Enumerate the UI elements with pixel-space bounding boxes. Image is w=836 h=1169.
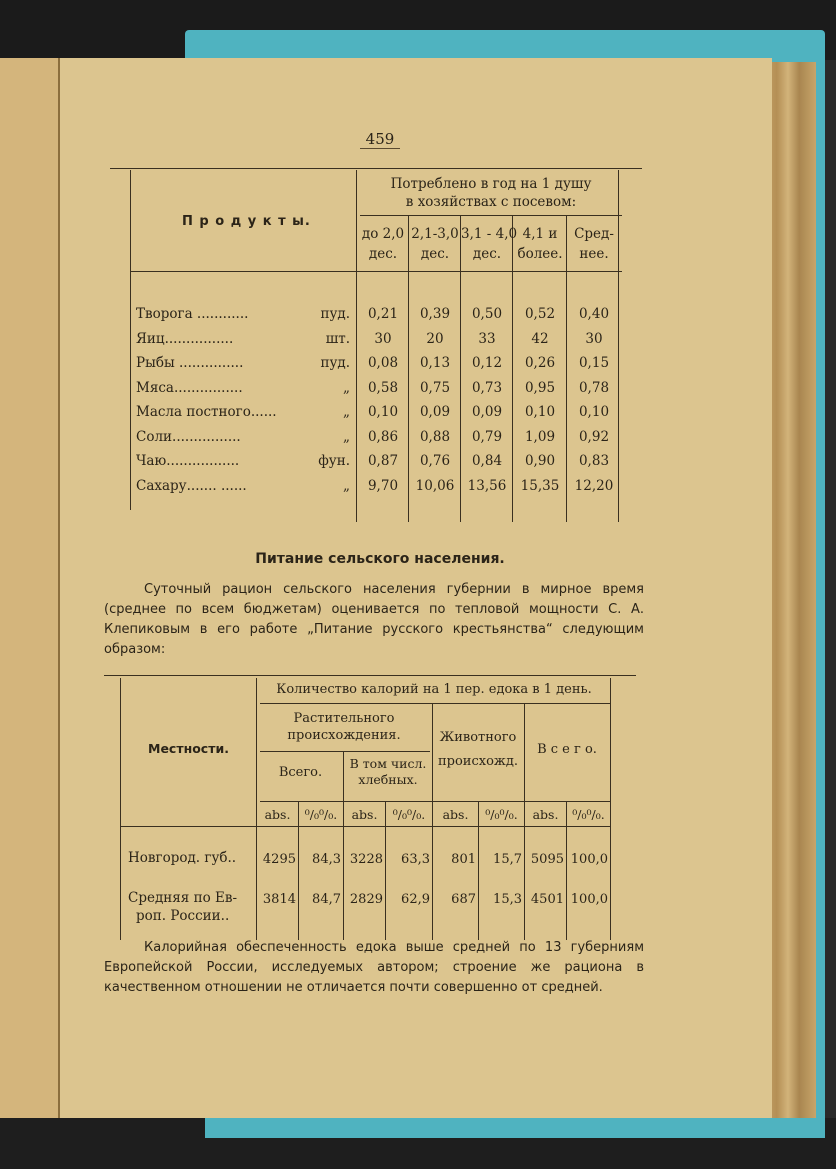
row-value: 0,50: [471, 306, 503, 322]
location-name: Средняя по Ев-: [128, 890, 238, 906]
paragraph-1: Суточный рацион сельского населения губернии в мирное время (среднее по всем бюджетам) оценивается по тепловой мощности С. А. Клепиковым в его работе „Питание русского крестьянства“ следующим образом:: [104, 582, 644, 657]
total-header: В с е г о.: [537, 742, 597, 757]
book-cover-bottom: [205, 1118, 825, 1138]
calorie-value: 15,7: [493, 852, 522, 867]
row-value: 0,83: [578, 453, 610, 469]
row-unit: „: [343, 477, 350, 494]
row-product-name: Яиц................: [136, 330, 234, 347]
row-value: 42: [531, 330, 549, 347]
calorie-value: 5095: [530, 852, 564, 867]
abs-subheader: abs.: [442, 807, 469, 822]
row-product-name: Соли................: [136, 428, 241, 445]
location-header: Местности.: [148, 741, 229, 756]
calorie-value: 4501: [530, 892, 564, 907]
grain-header: В том числ. хлебных.: [349, 756, 427, 787]
row-value: 0,87: [367, 453, 399, 469]
calorie-value: 15,3: [493, 892, 522, 907]
row-value: 1,09: [524, 428, 556, 445]
col-header-2-unit: дес.: [420, 246, 450, 262]
row-value: 0,15: [578, 355, 610, 371]
row-product-name: Мяса................: [136, 379, 243, 396]
row-value: 0,88: [419, 428, 451, 445]
row-value: 0,78: [578, 379, 610, 396]
row-value: 0,21: [367, 306, 399, 322]
row-value: 0,26: [524, 355, 556, 371]
col-header-4: 4,1 и: [522, 226, 558, 242]
calorie-value: 801: [451, 852, 476, 867]
col-header-1-unit: дес.: [368, 246, 398, 262]
row-value: 13,56: [467, 477, 507, 494]
row-value: 0,73: [471, 379, 503, 396]
row-value: 0,76: [419, 453, 451, 469]
book-page: [60, 58, 772, 1118]
calorie-value: 84,3: [312, 852, 341, 867]
row-value: 0,09: [419, 404, 451, 420]
col-header-4-unit: более.: [517, 246, 563, 262]
col-header-3-unit: дес.: [472, 246, 502, 262]
calorie-value: 2829: [349, 892, 383, 907]
row-value: 0,84: [471, 453, 503, 469]
row-value: 0,09: [471, 404, 503, 420]
percent-subheader: ⁰/₀⁰/₀.: [304, 807, 338, 822]
row-value: 15,35: [520, 477, 560, 494]
row-product-name: Чаю.................: [136, 453, 240, 469]
row-unit: фун.: [318, 453, 350, 469]
col-header-5: Сред-: [574, 226, 614, 242]
row-product-name: Сахару....... ......: [136, 477, 247, 494]
row-unit: шт.: [325, 330, 350, 347]
location-name: Новгород. губ..: [128, 850, 237, 866]
row-value: 12,20: [574, 477, 614, 494]
percent-subheader: ⁰/₀⁰/₀.: [572, 807, 605, 822]
row-value: 0,40: [578, 306, 610, 322]
row-value: 0,86: [367, 428, 399, 445]
row-value: 0,08: [367, 355, 399, 371]
calorie-value: 687: [451, 892, 476, 907]
row-value: 0,90: [524, 453, 556, 469]
calorie-value: 100,0: [570, 852, 608, 867]
paragraph-2: Калорийная обеспеченность едока выше средней по 13 губерниям Европейской России, исследуемых автором; строение же рациона в качественном отношении не отличается почти совершенно от средней.: [104, 940, 644, 995]
row-product-name: Творога ............: [136, 306, 249, 322]
row-value: 0,10: [367, 404, 399, 420]
col-header-5-unit: нее.: [579, 246, 609, 262]
calorie-value: 63,3: [401, 852, 430, 867]
group-header-line2: в хозяйствах с посевом:: [405, 194, 577, 210]
row-value: 20: [426, 330, 444, 347]
row-value: 30: [585, 330, 603, 347]
calorie-value: 84,7: [312, 892, 341, 907]
col-header-1: до 2,0: [361, 226, 405, 242]
abs-subheader: abs.: [532, 807, 559, 822]
row-value: 0,75: [419, 379, 451, 396]
calorie-value: 62,9: [401, 892, 430, 907]
percent-subheader: ⁰/₀⁰/₀.: [392, 807, 426, 822]
row-value: 33: [478, 330, 496, 347]
percent-subheader: ⁰/₀⁰/₀.: [485, 807, 518, 822]
row-value: 9,70: [367, 477, 399, 494]
calorie-value: 4295: [262, 852, 296, 867]
abs-subheader: abs.: [264, 807, 291, 822]
row-value: 0,10: [524, 404, 556, 420]
calorie-value: 3814: [262, 892, 296, 907]
row-value: 0,12: [471, 355, 503, 371]
abs-subheader: abs.: [351, 807, 378, 822]
location-name-line2: роп. России..: [136, 908, 230, 924]
calorie-value: 3228: [349, 852, 383, 867]
page-number: 459: [360, 130, 400, 149]
col-header-3: 3,1 - 4,0: [461, 226, 518, 242]
row-value: 30: [374, 330, 392, 347]
row-unit: „: [343, 379, 350, 396]
animal-origin-header: Животного происхожд.: [437, 730, 518, 769]
row-value: 0,95: [524, 379, 556, 396]
plant-total-header: Всего.: [278, 765, 323, 780]
row-value: 10,06: [415, 477, 455, 494]
row-value: 0,79: [471, 428, 503, 445]
calorie-top-header: Количество калорий на 1 пер. едока в 1 день.: [276, 682, 592, 697]
row-product-name: Масла постного......: [136, 404, 277, 420]
col-header-2: 2,1-3,0: [411, 226, 459, 242]
row-value: 0,52: [524, 306, 556, 322]
row-value: 0,58: [367, 379, 399, 396]
plant-origin-header: Растительного происхождения.: [287, 711, 401, 743]
row-product-name: Рыбы ...............: [136, 355, 244, 371]
row-value: 0,13: [419, 355, 451, 371]
section-title: Питание сельского населения.: [255, 551, 505, 567]
row-value: 0,39: [419, 306, 451, 322]
row-unit: пуд.: [320, 355, 350, 371]
calorie-value: 100,0: [570, 892, 608, 907]
row-unit: „: [343, 428, 350, 445]
product-header: П р о д у к т ы.: [182, 214, 311, 229]
row-unit: „: [343, 404, 350, 420]
row-value: 0,92: [578, 428, 610, 445]
row-value: 0,10: [578, 404, 610, 420]
left-page-edge: [0, 58, 60, 1118]
row-unit: пуд.: [320, 306, 350, 322]
group-header-line1: Потреблено в год на 1 душу: [390, 176, 592, 192]
